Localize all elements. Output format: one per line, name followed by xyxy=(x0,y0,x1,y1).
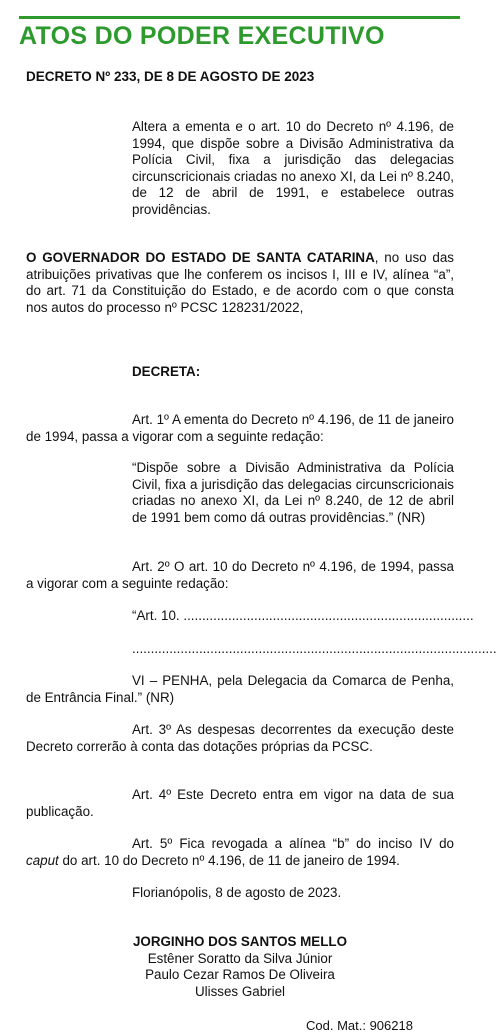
decreta-heading: DECRETA: xyxy=(132,364,201,379)
signature-governor: JORGINHO DOS SANTOS MELLO xyxy=(132,934,348,949)
article-5-text-a: Art. 5º Fica revogada a alínea “b” do inciso IV do xyxy=(132,836,454,851)
article-4: Art. 4º Este Decreto entra em vigor na data de sua publicação. xyxy=(26,787,454,819)
article-1: Art. 1º A ementa do Decreto nº 4.196, de 11 de janeiro de 1994, passa a vigorar com a seguinte redação: xyxy=(26,412,454,444)
decree-title: DECRETO Nº 233, DE 8 DE AGOSTO DE 2023 xyxy=(26,69,315,84)
section-title: ATOS DO PODER EXECUTIVO xyxy=(19,22,385,50)
preamble-text: , no uso das atribuições privativas que lhe conferem os incisos I, III e IV, alínea “a”, do art. 71 da Constituição do Estado, e de acordo com o que consta nos autos do processo nº PCSC 128231/2022, xyxy=(26,250,454,315)
article-5 xyxy=(26,836,454,869)
decree-ementa: Altera a ementa e o art. 10 do Decreto nº 4.196, de 1994, que dispõe sobre a Divisão Administrativa da Polícia Civil, fixa a jurisdição das delegacias circunscricionais criadas no anexo XI, da Lei nº 8.240, de 12 de abril de 1991, e estabelece outras providências. xyxy=(132,119,454,217)
article-1-quote: “Dispõe sobre a Divisão Administrativa da Polícia Civil, fixa a jurisdição das delegacias circunscricionais criadas no anexo XI, da Lei nº 8.240, de 12 de abril de 1991 bem como dá outras providências.” (NR) xyxy=(132,460,454,525)
article-2-dotted-line: .................................................................................................. xyxy=(132,641,497,656)
date-line: Florianópolis, 8 de agosto de 2023. xyxy=(132,885,342,900)
article-2-quote-start: “Art. 10. .............................................................................. xyxy=(132,608,474,623)
article-2: Art. 2º O art. 10 do Decreto nº 4.196, de 1994, passa a vigorar com a seguinte redação: xyxy=(26,559,454,591)
article-5-text-b: do art. 10 do Decreto nº 4.196, de 11 de janeiro de 1994. xyxy=(58,852,400,868)
article-5-caput: caput xyxy=(26,852,59,868)
signature-secretary-2: Paulo Cezar Ramos De Oliveira xyxy=(145,967,335,983)
signature-secretary-1: Estêner Soratto da Silva Júnior xyxy=(147,950,333,966)
signature-secretary-3: Ulisses Gabriel xyxy=(194,983,286,999)
article-3: Art. 3º As despesas decorrentes da execução deste Decreto correrão à conta das dotações próprias da PCSC. xyxy=(26,722,454,754)
article-2-item-vi: VI – PENHA, pela Delegacia da Comarca de Penha, de Entrância Final.” (NR) xyxy=(26,673,454,705)
signatures-block xyxy=(26,934,454,1000)
material-code: Cod. Mat.: 906218 xyxy=(306,1018,413,1033)
decree-preamble xyxy=(26,250,454,316)
preamble-authority: O GOVERNADOR DO ESTADO DE SANTA CATARINA xyxy=(26,250,375,265)
header-rule xyxy=(19,16,460,19)
